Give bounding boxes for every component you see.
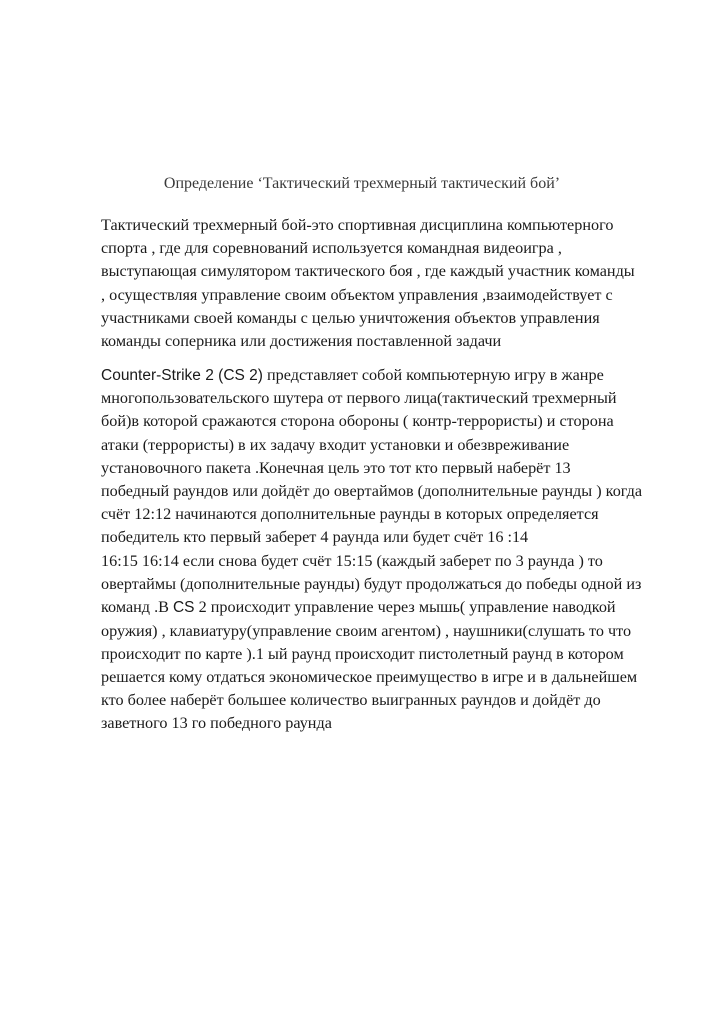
- paragraph-line: счёт 12:12 начинаются дополнительные раунды в которых определяется: [101, 505, 599, 524]
- game-abbrev: CS: [172, 599, 195, 617]
- paragraph-line: [101, 364, 642, 387]
- paragraph-line: победный раундов или дойдёт до овертаймов (дополнительные раунды ) когда: [101, 482, 643, 501]
- paragraph-definition: [101, 214, 635, 353]
- document-title: Определение ‘Тактический трехмерный тактический бой’: [163, 175, 561, 192]
- paragraph-cs2-description: [101, 364, 642, 550]
- paragraph-line: , осуществляя управление своим объектом управления ,взаимодействует с: [101, 285, 613, 304]
- paragraph-line: атаки (террористы) в их задачу входит установки и обезвреживание: [101, 435, 570, 454]
- game-name: Counter-Strike 2 (CS 2): [101, 367, 263, 384]
- paragraph-line: участниками своей команды с целью уничтожения объектов управления: [101, 308, 600, 327]
- paragraph-line: команды соперника или достижения поставленной задачи: [101, 332, 502, 351]
- paragraph-line: выступающая симулятором тактического боя , где каждый участник команды: [101, 262, 635, 281]
- paragraph-line: установочного пакета .Конечная цель это тот кто первый наберёт 13: [101, 458, 571, 477]
- paragraph-line: Тактический трехмерный бой-это спортивная дисциплина компьютерного: [101, 216, 614, 234]
- line-text: 2 происходит управление через мышь( управление наводкой: [194, 598, 616, 617]
- paragraph-line: многопользовательского шутера от первого лица(тактический трехмерный: [101, 389, 617, 408]
- paragraph-line: оружия) , клавиатуру(управление своим агентом) , наушники(слушать то что: [101, 621, 632, 640]
- paragraph-line: 16:15 16:14 если снова будет счёт 15:15 (каждый заберет по 3 раунда ) то: [101, 552, 603, 570]
- line-text: представляет собой компьютерную игру в жанре: [262, 366, 604, 384]
- paragraph-overtime-controls: [101, 550, 641, 736]
- paragraph-line: овертаймы (дополнительные раунды) будут продолжаться до победы одной из: [101, 575, 642, 594]
- paragraph-line: победитель кто первый заберет 4 раунда или будет счёт 16 :14: [101, 528, 529, 547]
- paragraph-line: заветного 13 го победного раунда: [101, 714, 332, 733]
- paragraph-line: [101, 596, 641, 619]
- paragraph-line: спорта , где для соревнований используется командная видеоигра ,: [101, 239, 562, 258]
- paragraph-line: кто более наберёт большее количество выигранных раундов и дойдёт до: [101, 691, 601, 710]
- paragraph-line: бой)в которой сражаются сторона обороны ( контр-террористы) и сторона: [101, 412, 614, 431]
- paragraph-line: решается кому отдаться экономическое преимущество в игре и в дальнейшем: [101, 668, 638, 687]
- paragraph-line: происходит по карте ).1 ый раунд происходит пистолетный раунд в котором: [101, 644, 624, 663]
- line-text: команд .В: [101, 598, 173, 617]
